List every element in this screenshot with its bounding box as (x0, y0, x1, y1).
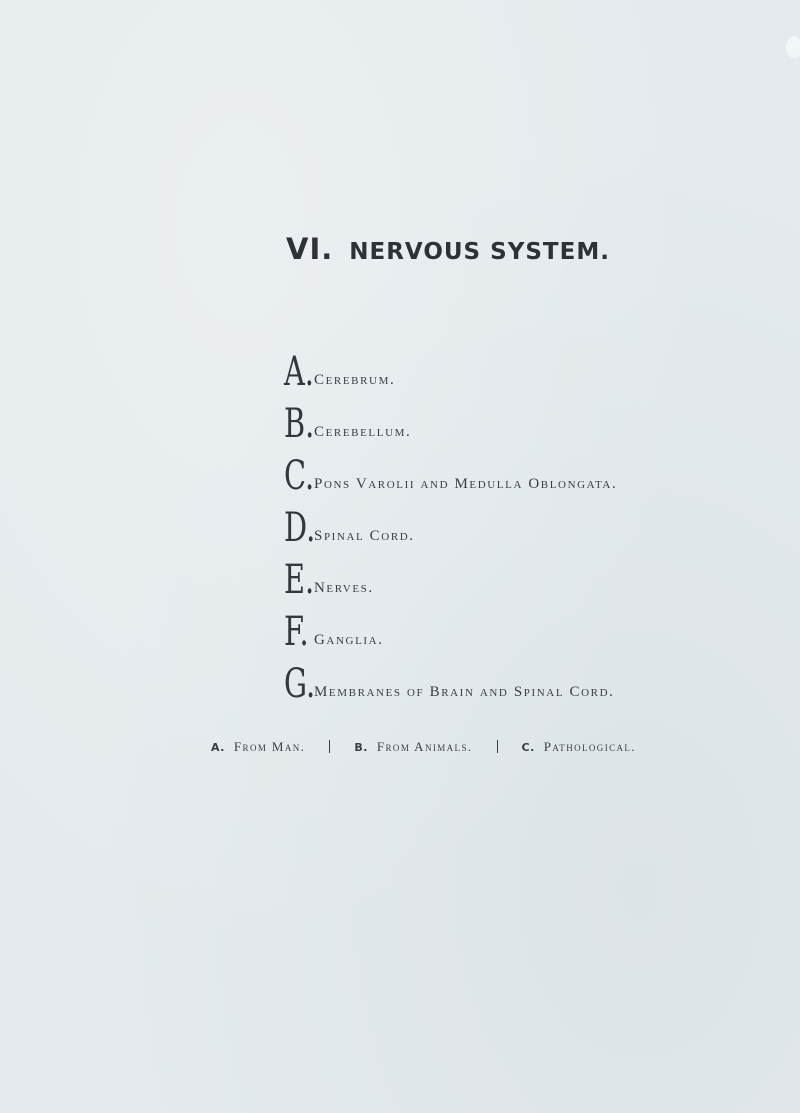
legend-label: From Man. (233, 739, 306, 754)
section-letter: G. (284, 661, 316, 707)
section-label: Membranes of Brain and Spinal Cord. (314, 684, 615, 700)
legend-divider (329, 740, 330, 753)
section-letter: E. (284, 557, 315, 603)
section-item (284, 496, 764, 551)
section-label: Cerebrum. (314, 372, 396, 388)
legend-label: Pathological. (543, 739, 636, 754)
title-number: VI. (286, 232, 334, 266)
section-list (284, 340, 764, 707)
category-legend (211, 738, 636, 755)
section-label: Spinal Cord. (314, 528, 415, 544)
legend-label: From Animals. (376, 739, 473, 754)
section-item (284, 340, 764, 395)
section-label: Nerves. (314, 580, 374, 596)
section-item (284, 444, 764, 499)
section-label: Cerebellum. (314, 424, 412, 440)
section-item (284, 548, 764, 603)
paper-blemish (786, 36, 800, 58)
legend-letter: B. (354, 741, 368, 754)
section-letter: B. (284, 401, 315, 447)
title-text: NERVOUS SYSTEM. (349, 239, 610, 265)
section-letter: A. (284, 349, 314, 395)
page-title (286, 232, 610, 266)
section-letter: C. (284, 453, 315, 499)
legend-divider (497, 740, 498, 753)
section-letter: D. (284, 505, 316, 551)
legend-letter: A. (211, 741, 225, 754)
section-item (284, 392, 764, 447)
section-item (284, 600, 764, 655)
legend-letter: C. (521, 741, 535, 754)
section-label: Ganglia. (314, 632, 384, 648)
section-item (284, 652, 764, 707)
section-label: Pons Varolii and Medulla Oblongata. (314, 476, 618, 492)
section-letter: F. (284, 609, 309, 655)
